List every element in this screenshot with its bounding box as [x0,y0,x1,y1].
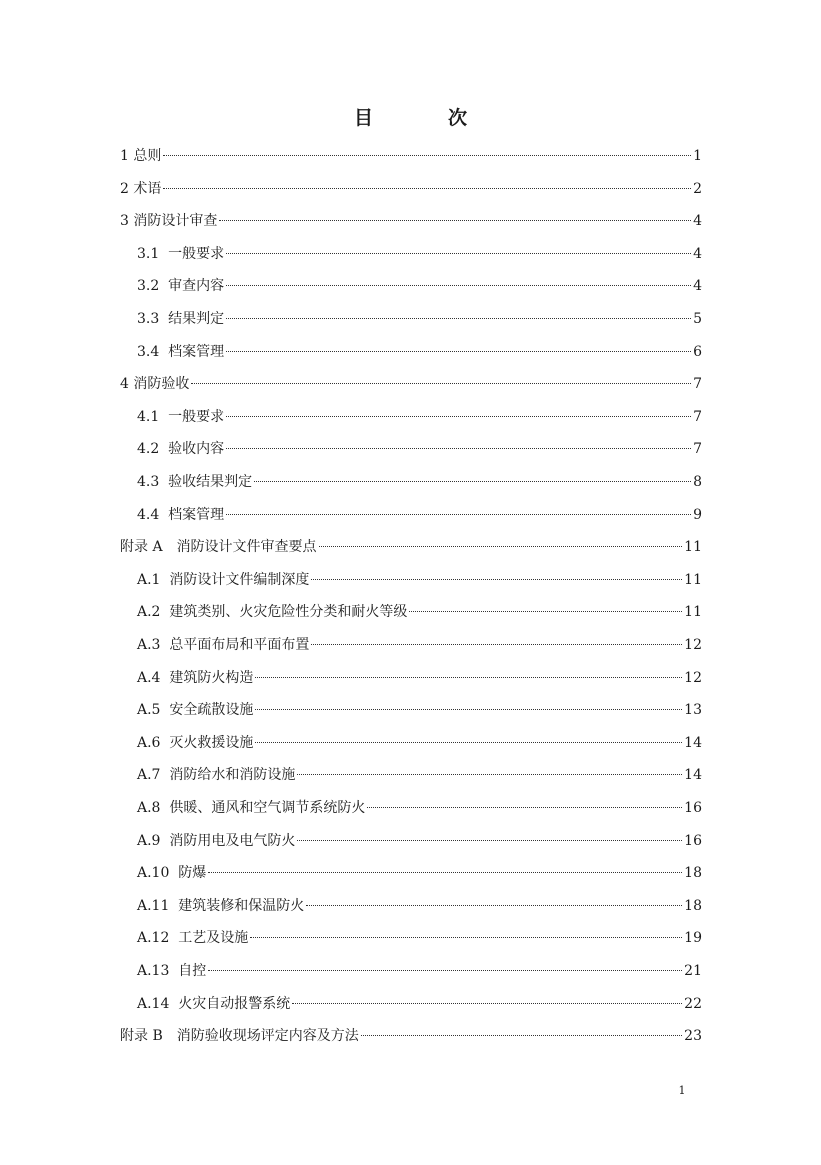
toc-entry-page: 12 [684,637,702,653]
toc-entry-number: 4.1 [137,408,169,425]
toc-title: 目 次 [353,107,495,129]
toc-entry[interactable] [137,634,702,656]
toc-entry-label: 验收结果判定 [168,474,253,490]
toc-entry[interactable] [137,699,702,721]
toc-entry[interactable] [120,145,702,167]
toc-entry-number: 4.4 [137,506,169,523]
dot-leader [226,351,691,352]
toc-entry[interactable] [120,1025,702,1047]
toc-entry-label: 自控 [178,963,207,979]
toc-entry[interactable] [137,732,702,754]
dot-leader [226,253,691,254]
dot-leader [254,481,691,482]
toc-entry-page: 6 [693,343,702,360]
toc-entry-page: 14 [684,767,702,784]
toc-entry-page: 22 [684,995,702,1012]
dot-leader [409,611,682,612]
toc-entry-page: 11 [684,539,702,556]
toc-entry[interactable] [137,504,702,526]
toc-entry[interactable] [120,210,702,232]
toc-entry-page: 7 [693,441,702,458]
toc-entry-label: 消防验收 [133,376,190,393]
toc-entry-number: A.11 [137,897,179,914]
toc-entry-page: 7 [693,408,702,425]
dot-leader [226,318,691,319]
toc-entry-label: 建筑类别、火灾危险性分类和耐火等级 [169,604,408,621]
dot-leader [226,416,691,417]
toc-entry-number: 4.3 [137,474,169,490]
toc-entry-label: 一般要求 [168,408,225,425]
toc-entry[interactable] [137,895,702,917]
dot-leader [319,546,683,547]
toc-entry-label: 档案管理 [168,343,225,360]
dot-leader [255,709,682,710]
toc-entry-number: A.13 [137,963,179,979]
dot-leader [219,220,691,221]
toc-entry-page: 12 [684,669,702,686]
dot-leader [306,905,682,906]
dot-leader [163,155,691,156]
toc-entry-label: 总则 [133,148,162,164]
dot-leader [311,644,682,645]
toc-entry[interactable] [137,243,702,265]
toc-entry-page: 7 [693,376,702,393]
toc-entry[interactable] [137,406,702,428]
toc-entry-page: 16 [684,832,702,849]
toc-entry-number: 1 [120,148,134,164]
toc-entry[interactable] [137,993,702,1015]
dot-leader [297,840,682,841]
toc-entry-label: 消防给水和消防设施 [169,767,296,784]
toc-entry-number: A.1 [137,571,170,588]
toc-entry[interactable] [137,764,702,786]
toc-entry-label: 消防设计文件编制深度 [169,571,310,588]
toc-entry[interactable] [137,667,702,689]
toc-entry-number: 附录 B [120,1028,177,1045]
toc-entry[interactable] [137,960,702,982]
toc-entry[interactable] [120,536,702,558]
toc-entry-page: 5 [693,311,702,327]
toc-entry[interactable] [137,927,702,949]
toc-entry-label: 建筑防火构造 [169,669,254,686]
toc-entry-page: 4 [693,213,702,230]
toc-entry-number: A.4 [137,669,170,686]
toc-entry[interactable] [137,438,702,460]
dot-leader [361,1035,682,1036]
dot-leader [367,807,682,808]
toc-entry-page: 9 [693,506,702,523]
toc-entry-number: 3.2 [137,278,169,295]
toc-entry-number: A.3 [137,637,170,653]
toc-entry-page: 8 [693,474,702,490]
toc-entry-page: 19 [684,930,702,947]
toc-entry-label: 灭火救援设施 [169,734,254,751]
toc-entry-number: 3.4 [137,343,169,360]
toc-entry-number: 3.3 [137,311,169,327]
page-number: 1 [678,1084,686,1097]
toc-entry[interactable] [137,797,702,819]
toc-entry[interactable] [137,569,702,591]
toc-entry-number: 附录 A [120,539,177,556]
toc-entry-label: 消防用电及电气防火 [169,832,296,849]
toc-entry-label: 术语 [133,180,162,197]
toc-entry-number: 2 [120,180,134,197]
toc-entry-page: 13 [684,702,702,719]
toc-entry-page: 14 [684,734,702,751]
toc-entry-label: 供暖、通风和空气调节系统防火 [169,800,366,816]
dot-leader [255,677,682,678]
toc-entry-label: 一般要求 [168,245,225,262]
toc-entry-number: A.2 [137,604,170,621]
toc-entry-number: A.6 [137,734,170,751]
toc-entry-label: 防爆 [178,865,207,882]
dot-leader [292,1003,682,1004]
toc-entry-label: 消防设计审查 [133,213,218,230]
toc-entry-number: A.10 [137,865,179,882]
toc-entry-label: 火灾自动报警系统 [178,995,291,1012]
toc-entry-page: 18 [684,865,702,882]
toc-entry-label: 安全疏散设施 [169,702,254,719]
dot-leader [208,970,682,971]
dot-leader [163,188,691,189]
toc-entry-page: 16 [684,800,702,816]
dot-leader [297,774,682,775]
toc-entry-page: 4 [693,245,702,262]
toc-entry[interactable] [137,471,702,493]
dot-leader [226,285,691,286]
toc-entry[interactable] [137,275,702,297]
toc-entry-number: A.8 [137,800,170,816]
dot-leader [250,937,682,938]
toc-entry-page: 2 [693,180,702,197]
toc-entry-number: 4.2 [137,441,169,458]
dot-leader [226,514,691,515]
toc-entry-page: 4 [693,278,702,295]
toc-entry-label: 结果判定 [168,311,225,327]
dot-leader [226,448,691,449]
toc-entry-label: 建筑装修和保温防火 [178,897,305,914]
toc-entry-page: 18 [684,897,702,914]
toc-entry[interactable] [137,862,702,884]
toc-entry[interactable] [120,373,702,395]
toc-entry-label: 总平面布局和平面布置 [169,637,310,653]
toc-entry-page: 11 [684,571,702,588]
toc-entry-label: 消防验收现场评定内容及方法 [176,1028,359,1045]
toc-entry[interactable] [137,308,702,330]
toc-entry-number: A.12 [137,930,179,947]
toc-entry-label: 档案管理 [168,506,225,523]
toc-entry-number: 4 [120,376,134,393]
toc-entry-number: A.14 [137,995,179,1012]
toc-entry-number: 3 [120,213,134,230]
toc-entry-label: 工艺及设施 [178,930,249,947]
toc-entry-page: 11 [684,604,702,621]
toc-entry-label: 验收内容 [168,441,225,458]
toc-entry-number: A.9 [137,832,170,849]
toc-entry-page: 1 [693,148,702,164]
dot-leader [208,872,682,873]
dot-leader [311,579,682,580]
toc-entry[interactable] [137,341,702,363]
toc-entry[interactable] [137,601,702,623]
toc-entry-page: 23 [684,1028,702,1045]
toc-entry-number: A.7 [137,767,170,784]
dot-leader [191,383,691,384]
toc-entry-label: 消防设计文件审查要点 [176,539,317,556]
toc-entry[interactable] [137,830,702,852]
toc-entry-page: 21 [684,963,702,979]
dot-leader [255,742,682,743]
toc-entry-label: 审查内容 [168,278,225,295]
toc-entry-number: A.5 [137,702,170,719]
toc-entry[interactable] [120,178,702,200]
toc-entry-number: 3.1 [137,245,169,262]
